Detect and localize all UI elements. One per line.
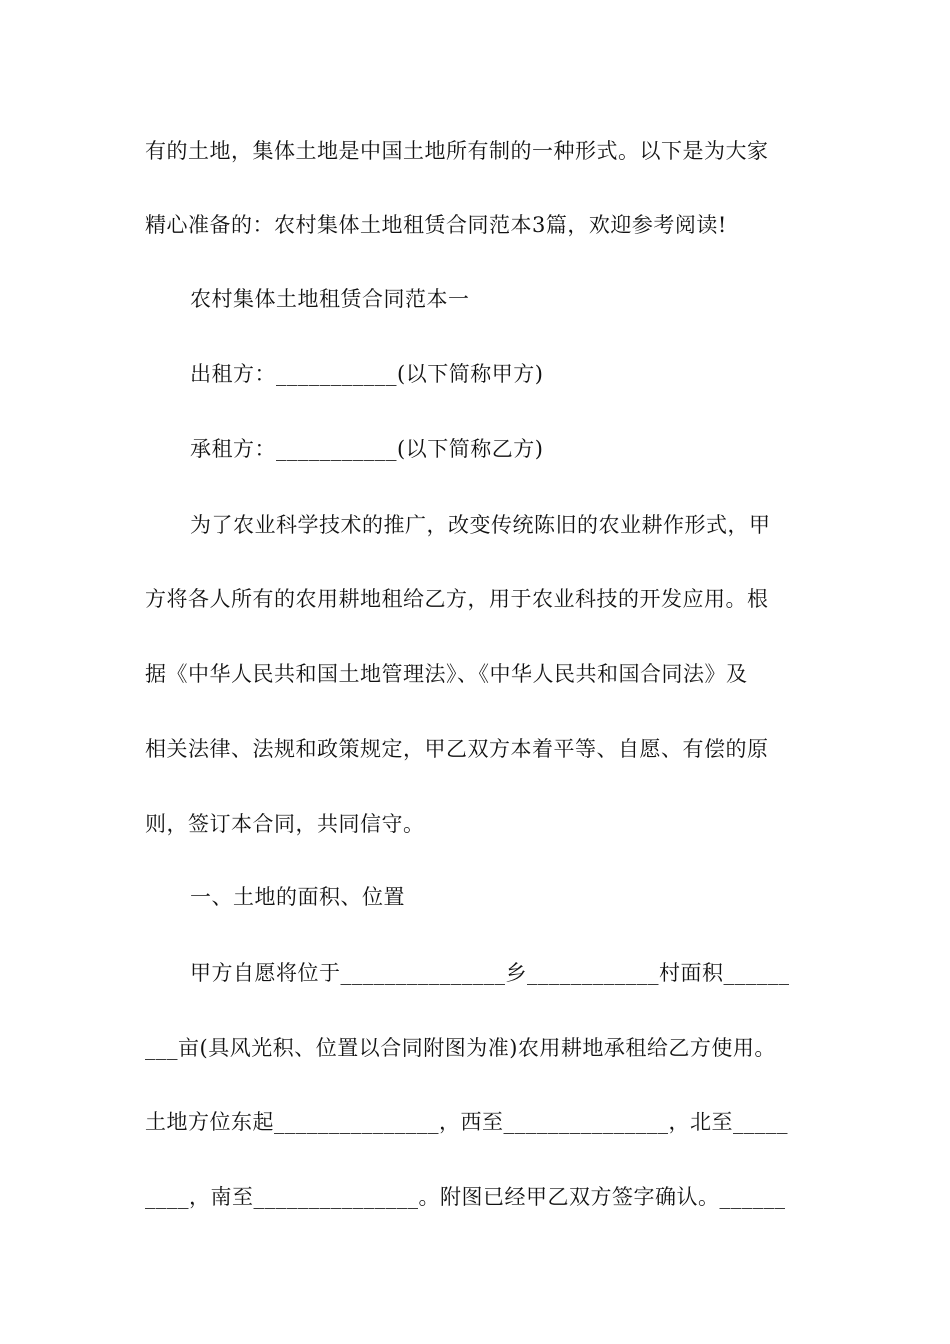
paragraph-line: 则，签订本合同，共同信守。 [145,812,425,836]
paragraph-line: 方将各人所有的农用耕地租给乙方，用于农业科技的开发应用。根 [145,587,769,611]
paragraph-line: ___亩(具风光积、位置以合同附图为准)农用耕地承租给乙方使用。 [145,1036,776,1060]
clause-heading: 一、土地的面积、位置 [190,885,405,909]
paragraph-line: ____，南至_______________。附图已经甲乙双方签字确认。______ [145,1185,786,1209]
paragraph-line: 精心准备的：农村集体土地租赁合同范本3篇，欢迎参考阅读! [145,213,727,237]
paragraph-line: 土地方位东起_______________，西至_______________，北至_____ [145,1110,788,1134]
paragraph-line: 有的土地，集体土地是中国土地所有制的一种形式。以下是为大家 [145,139,769,163]
paragraph-line: 据《中华人民共和国土地管理法》、《中华人民共和国合同法》及 [145,662,748,686]
paragraph-line: 为了农业科学技术的推广，改变传统陈旧的农业耕作形式，甲 [190,513,771,537]
lessee-field: 承租方：___________(以下简称乙方) [190,437,544,461]
paragraph-line: 甲方自愿将位于_______________乡____________村面积______ [190,961,790,985]
lessor-field: 出租方：___________(以下简称甲方) [190,362,544,386]
section-title: 农村集体土地租赁合同范本一 [190,287,470,311]
paragraph-line: 相关法律、法规和政策规定，甲乙双方本着平等、自愿、有偿的原 [145,737,769,761]
